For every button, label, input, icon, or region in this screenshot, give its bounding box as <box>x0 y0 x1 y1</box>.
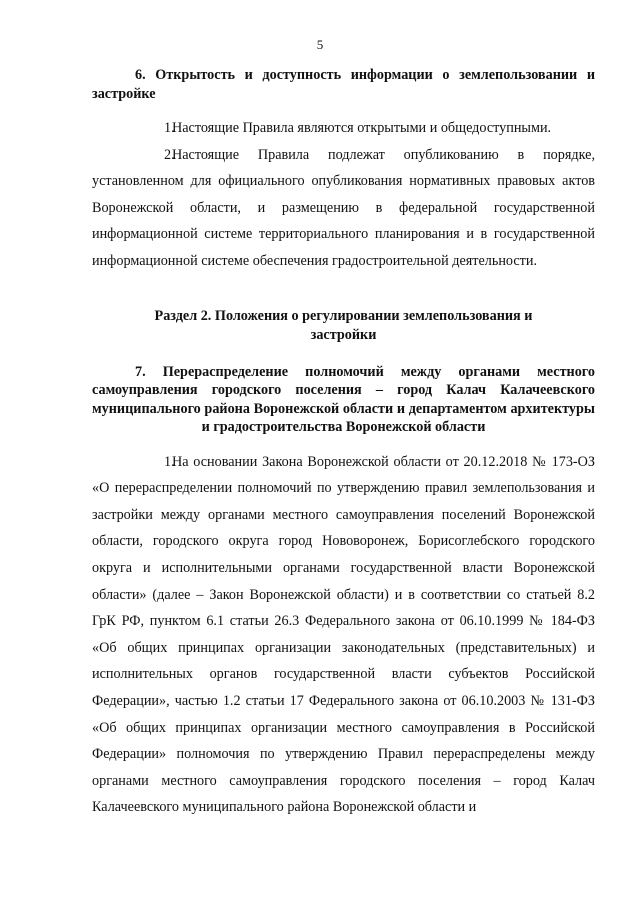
article-6-paragraph-1 <box>92 115 595 142</box>
paragraph-text: Настоящие Правила являются открытыми и общедоступными. <box>172 120 552 136</box>
article-7-heading: 7. Перераспределение полномочий между органами местного самоуправления городского поселения – город Калач Калачеевского муниципального района Воронежской области и департаментом архитектуры и градостроительства Воронежской области <box>92 363 595 436</box>
paragraph-text: Настоящие Правила подлежат опубликованию в порядке, установленном для официального опубликования нормативных правовых актов Воронежской области, и размещению в федеральной государственной информационной системе территориального планирования и в государственной информационной системе обеспечения градостроительной деятельности. <box>92 146 595 269</box>
paragraph-number: 2. <box>164 146 175 163</box>
paragraph-text: На основании Закона Воронежской области от 20.12.2018 № 173-ОЗ «О перераспределении полномочий по утверждению правил землепользования и застройки между органами местного самоуправления поселений Воронежской области, городского округа город Нововоронеж, Борисоглебского городского округа и исполнительными органами государственной власти Воронежской области» (далее – Закон Воронежской области) и в соответствии со статьей 8.2 ГрК РФ, пунктом 6.1 статьи 26.3 Федерального закона от 06.10.1999 № 184-ФЗ «Об общих принципах организации законодательных (представительных) и исполнительных органов государственной власти субъектов Российской Федерации», частью 1.2 статьи 17 Федерального закона от 06.10.2003 № 131-ФЗ «Об общих принципах организации местного самоуправления в Российской Федерации» полномочия по утверждению Правил перераспределены между органами местного самоуправления городского поселения – город Калач Калачеевского муниципального района Воронежской области и <box>92 453 595 816</box>
paragraph-number: 1. <box>164 453 175 470</box>
article-6-paragraph-2 <box>92 142 595 275</box>
page-content <box>92 66 595 821</box>
article-6-heading: 6. Открытость и доступность информации о землепользовании и застройке <box>92 67 595 102</box>
page-number: 5 <box>316 37 324 52</box>
paragraph-number: 1. <box>164 120 175 136</box>
article-7-paragraph-1 <box>92 449 595 821</box>
section-2-heading: Раздел 2. Положения о регулировании землепользования и застройки <box>154 307 533 343</box>
